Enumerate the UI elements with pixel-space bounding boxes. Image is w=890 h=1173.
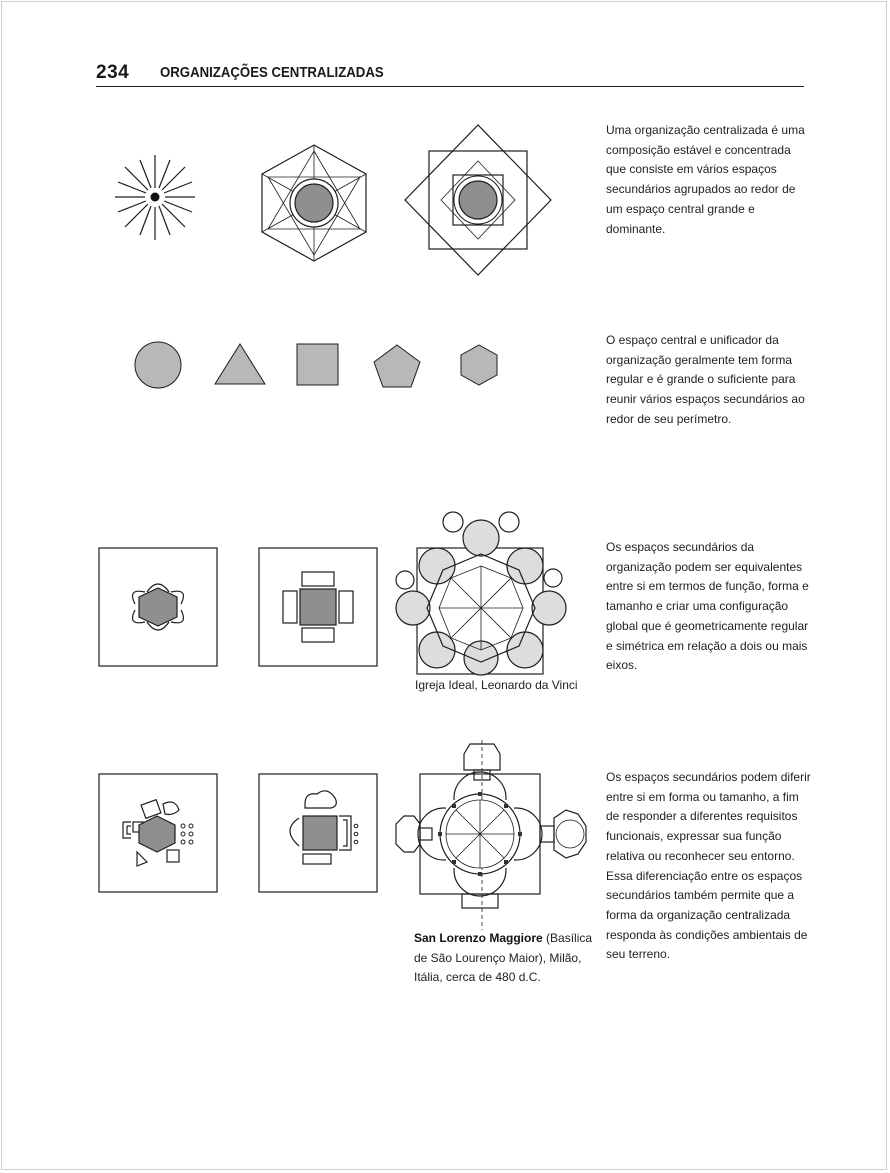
radial-arrows-diagram — [110, 150, 200, 245]
paragraph-central-space: O espaço central e unificador da organização geralmente tem forma regular e é grande o suficiente para reunir vários espaços secundários ao redor de seu perímetro. — [606, 333, 805, 426]
regular-shapes-row — [130, 338, 510, 392]
asymmetric-square-plan — [257, 772, 382, 897]
running-title: ORGANIZAÇÕES CENTRALIZADAS — [160, 64, 384, 81]
hexagram-diagram — [252, 143, 377, 263]
symmetric-hexagon-plan — [97, 546, 222, 671]
ideal-church-plan — [393, 508, 573, 676]
caption-san-lorenzo-detail: (Basílica de São Lourenço Maior), Milão, Itália, cerca de 480 d.C. — [414, 931, 593, 984]
paragraph-intro: Uma organização centralizada é uma composição estável e concentrada que consiste em vários espaços secundários agrupados ao redor de um espaço central grande e dominante. — [606, 123, 805, 236]
caption-san-lorenzo — [414, 929, 594, 988]
asymmetric-hexagon-plan — [97, 772, 222, 897]
caption-ideal-church: Igreja Ideal, Leonardo da Vinci — [415, 678, 578, 692]
pentagon-shape — [374, 345, 420, 387]
page-number: 234 — [96, 62, 130, 83]
hexagon-shape — [461, 345, 497, 385]
triangle-shape — [215, 344, 265, 384]
square-shape — [297, 344, 338, 385]
paragraph-different-spaces: Os espaços secundários podem diferir entre si em forma ou tamanho, a fim de responder a diferentes requisitos funcionais, expressar sua função relativa ou reconhecer seu entorno. Essa diferenciação entre os espaços secundários também permite que a forma da organização centralizada responda às condições ambientais de seu terreno. — [606, 770, 811, 962]
nested-squares-diagram — [403, 123, 553, 278]
san-lorenzo-plan — [390, 740, 590, 930]
page-header — [96, 62, 804, 87]
caption-san-lorenzo-title: San Lorenzo Maggiore — [414, 931, 543, 945]
paragraph-equivalent-spaces: Os espaços secundários da organização podem ser equivalentes entre si em termos de função, forma e tamanho e criar uma configuração global que é geometricamente regular e simétrica em relação a dois ou mais eixos. — [606, 540, 809, 673]
circle-shape — [135, 342, 181, 388]
symmetric-square-plan — [257, 546, 382, 671]
